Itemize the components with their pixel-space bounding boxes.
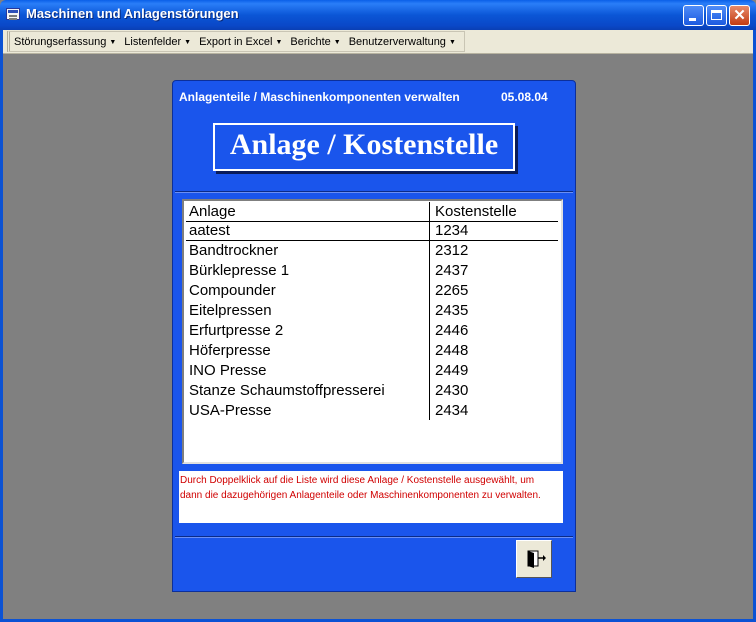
maximize-button[interactable] xyxy=(706,5,727,26)
list-row[interactable]: Bürklepresse 1 2437 xyxy=(189,262,469,279)
form-date: 05.08.04 xyxy=(501,90,548,104)
column-header-anlage: Anlage xyxy=(189,203,236,220)
window-title: Maschinen und Anlagenstörungen xyxy=(26,6,239,21)
menu-stoerungserfassung[interactable]: Störungserfassung ▼ xyxy=(14,36,117,48)
menu-bar xyxy=(3,30,753,54)
minimize-icon xyxy=(689,18,696,21)
close-button[interactable] xyxy=(729,5,750,26)
list-row[interactable]: Höferpresse 2448 xyxy=(189,342,469,359)
separator-top xyxy=(175,191,573,193)
list-row[interactable]: Bandtrockner 2312 xyxy=(189,242,469,259)
list-row[interactable]: INO Presse 2449 xyxy=(189,362,469,379)
dropdown-arrow-icon: ▼ xyxy=(184,39,192,46)
form-title: Anlagenteile / Maschinenkomponenten verwalten xyxy=(179,90,460,104)
dropdown-arrow-icon: ▼ xyxy=(333,39,341,46)
menu-export-excel[interactable]: Export in Excel ▼ xyxy=(199,36,283,48)
list-row[interactable]: Eitelpressen 2435 xyxy=(189,302,469,319)
dropdown-arrow-icon: ▼ xyxy=(109,39,117,46)
column-header-kostenstelle: Kostenstelle xyxy=(435,203,517,220)
list-row[interactable]: Erfurtpresse 2 2446 xyxy=(189,322,469,339)
exit-door-icon xyxy=(517,541,551,577)
menu-berichte[interactable]: Berichte ▼ xyxy=(290,36,341,48)
list-row[interactable]: Stanze Schaumstoffpresserei 2430 xyxy=(189,382,469,399)
menu-toolbar xyxy=(7,31,465,52)
dropdown-arrow-icon: ▼ xyxy=(448,39,456,46)
exit-button[interactable] xyxy=(516,540,552,578)
maximize-icon xyxy=(711,10,722,20)
form-anlage-kostenstelle xyxy=(172,80,576,592)
info-box xyxy=(179,471,563,523)
info-text: Durch Doppelklick auf die Liste wird diese Anlage / Kostenstelle ausgewählt, um dann die dazugehörigen Anlagenteile oder Maschinenkomponenten zu verwalten. xyxy=(180,475,541,501)
close-icon: ✕ xyxy=(733,7,746,24)
list-row[interactable]: aatest 1234 xyxy=(189,222,469,239)
list-row[interactable]: USA-Presse 2434 xyxy=(189,402,469,419)
minimize-button[interactable] xyxy=(683,5,704,26)
separator-bottom xyxy=(175,536,573,538)
app-window-icon[interactable] xyxy=(6,8,20,20)
menu-benutzerverwaltung[interactable]: Benutzerverwaltung ▼ xyxy=(348,36,456,48)
title-bar[interactable] xyxy=(0,0,756,30)
page-heading: Anlage / Kostenstelle xyxy=(229,128,499,161)
anlage-list[interactable] xyxy=(182,199,563,464)
list-row[interactable]: Compounder 2265 xyxy=(189,282,469,299)
dropdown-arrow-icon: ▼ xyxy=(275,39,283,46)
menu-listenfelder[interactable]: Listenfelder ▼ xyxy=(124,36,192,48)
list-header xyxy=(186,202,558,222)
heading-box xyxy=(213,123,515,171)
